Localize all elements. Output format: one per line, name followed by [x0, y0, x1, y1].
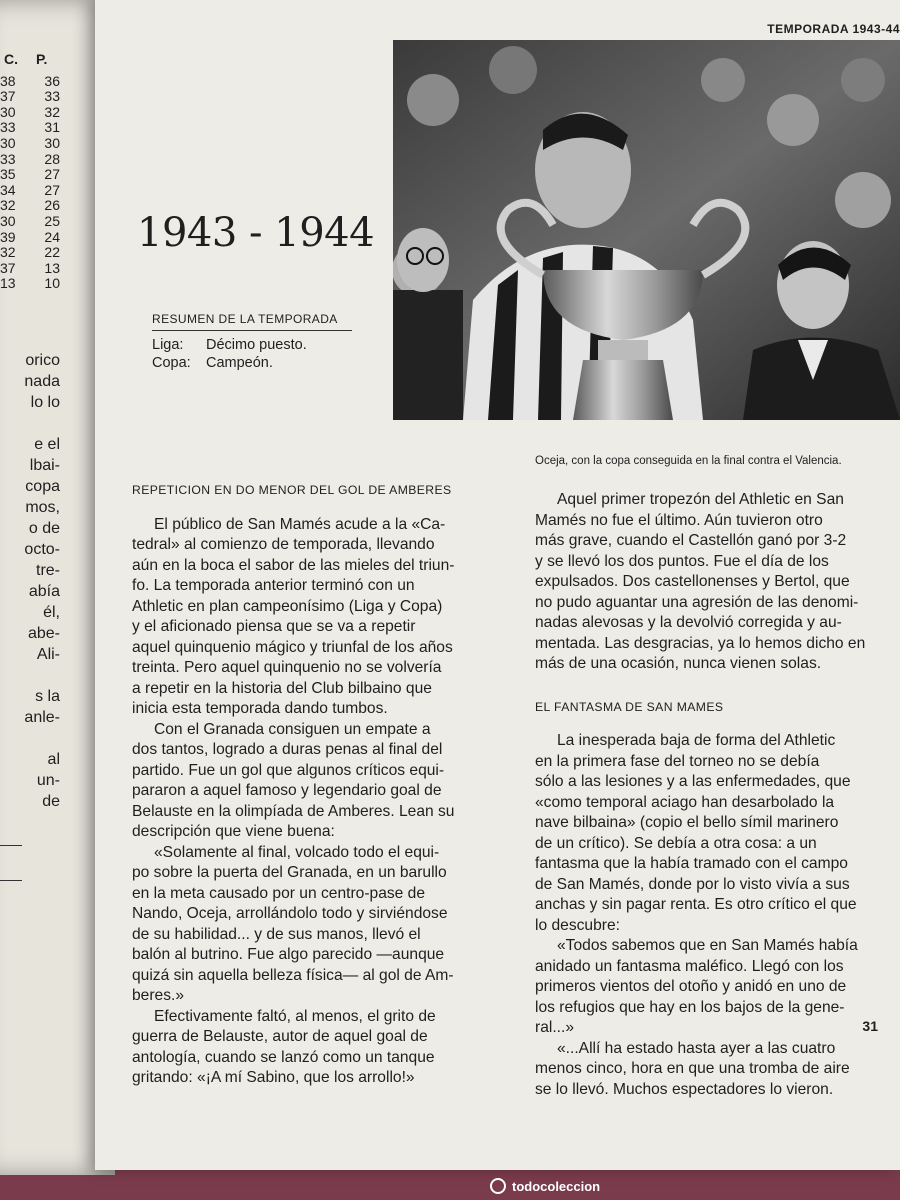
text-line: se lo llevó. Muchos espectadores lo vieron. [535, 1080, 834, 1098]
text-line: y se llevó los dos puntos. Fue el día de los [535, 552, 829, 570]
standings-points: 32 [44, 103, 60, 120]
text-line: anchas y sin pagar renta. Es otro crítico el que [535, 896, 857, 913]
prev-text-line: e el [34, 436, 60, 453]
prev-text-line: lbai- [29, 457, 60, 474]
summary-label: RESUMEN DE LA TEMPORADA [152, 312, 352, 331]
standings-row [0, 136, 60, 152]
text-line: «...Allí ha estado hasta ayer a las cuatro [557, 1039, 836, 1057]
standings-goals-against: 34 [0, 181, 16, 198]
text-line: El público de San Mamés acude a la «Ca- [154, 515, 446, 533]
standings-row [0, 245, 60, 261]
standings-points: 10 [44, 275, 60, 292]
prev-text-line: o de [28, 520, 60, 537]
text-line: gritando: «¡A mí Sabino, que los arrollo!» [132, 1069, 415, 1086]
text-line: guerra de Belauste, autor de aquel goal de [132, 1028, 428, 1045]
standings-row [0, 214, 60, 230]
paragraph [132, 1007, 488, 1089]
standings-points: 33 [44, 88, 60, 105]
text-line: más grave, cuando el Castellón ganó por 3-2 [535, 532, 847, 549]
standings-points: 24 [44, 228, 60, 245]
standings-goals-against: 37 [0, 259, 16, 276]
prev-text-line: lo lo [30, 394, 60, 411]
paragraph [535, 936, 893, 1039]
text-line: anidado un fantasma maléfico. Llegó con los [535, 957, 844, 975]
text-line: en la primera fase del torneo no se debía [535, 752, 820, 770]
article-left-column [132, 480, 488, 1089]
season-summary [152, 312, 352, 371]
standings-points: 27 [44, 166, 60, 183]
text-line: Mamés no fue el último. Aún tuvieron otro [535, 511, 823, 529]
watermark-text: todocoleccion [512, 1178, 601, 1194]
text-line: La inesperada baja de forma del Athletic [557, 732, 836, 749]
text-line: dos tantos, logrado a duras penas al final del [132, 741, 443, 758]
team-trophy-photo [393, 40, 900, 420]
book-page [95, 0, 900, 1170]
liga-value: Décimo puesto. [206, 337, 307, 353]
prev-text-line: de [42, 793, 60, 810]
photo-image [393, 40, 900, 420]
text-line: Con el Granada consiguen un empate a [154, 720, 431, 738]
text-line: ral...» [535, 1019, 574, 1036]
standings-points: 25 [44, 212, 60, 229]
standings-table-fragment [0, 52, 80, 292]
text-line: los refugios que hay en los bajos de la gene- [535, 998, 845, 1016]
page-number: 31 [862, 1018, 878, 1034]
running-title: TEMPORADA 1943-44 [767, 22, 900, 36]
text-line: Nando, Oceja, arrollándolo todo y sirviéndose [132, 905, 448, 922]
standings-points: 28 [44, 150, 60, 167]
standings-goals-against: 30 [0, 134, 16, 151]
globe-icon [490, 1178, 506, 1194]
paragraph [132, 843, 488, 1007]
section-title-amberes: REPETICION EN DO MENOR DEL GOL DE AMBERES [132, 483, 452, 497]
text-line: aún en la boca el sabor de las mieles del triun- [132, 556, 455, 574]
paragraph [535, 731, 893, 936]
standings-goals-against: 33 [0, 150, 16, 167]
text-line: quizá sin aquella belleza física— al gol de Am- [132, 966, 454, 984]
text-line: tedral» al comienzo de temporada, llevando [132, 536, 435, 553]
standings-goals-against: 33 [0, 119, 16, 136]
text-line: menos cinco, hora en que una tromba de aire [535, 1060, 850, 1077]
standings-points: 26 [44, 197, 60, 214]
prev-text-line: mos, [25, 499, 60, 516]
text-line: fantasma que la había tramado con el campo [535, 855, 848, 872]
text-line: Belauste en la olimpíada de Amberes. Lean su [132, 802, 455, 820]
text-line: pararon a aquel famoso y legendario goal de [132, 782, 442, 799]
text-line: de su habilidad... y de sus manos, llevó el [132, 925, 421, 943]
standings-goals-against: 39 [0, 228, 16, 245]
text-line: Athletic en plan campeonísimo (Liga y Copa) [132, 597, 443, 615]
standings-goals-against: 32 [0, 197, 16, 214]
paragraph [132, 720, 488, 843]
standings-header-c: C. [4, 51, 18, 67]
text-line: «Todos sabemos que en San Mamés había [557, 937, 858, 954]
prev-text-line: al [47, 751, 60, 768]
text-line: no pudo aguantar una agresión de las denomi- [535, 593, 859, 611]
prev-text-line: Ali- [36, 646, 60, 663]
text-line: Aquel primer tropezón del Athletic en San [557, 491, 844, 508]
prev-text-line: orico [25, 352, 60, 369]
standings-row [0, 198, 60, 214]
section-title-fantasma: EL FANTASMA DE SAN MAMES [535, 699, 724, 714]
standings-points: 22 [44, 244, 60, 261]
text-line: más de una ocasión, nunca vienen solas. [535, 655, 822, 672]
standings-points: 27 [44, 181, 60, 198]
standings-header-p: P. [36, 51, 48, 67]
text-line: inicia esta temporada dando tumbos. [132, 700, 388, 717]
season-title: 1943 - 1944 [137, 210, 375, 256]
standings-row [0, 152, 60, 168]
standings-points: 30 [44, 134, 60, 151]
watermark [490, 1172, 900, 1200]
text-line: aquel quinquenio mágico y triunfal de los años [132, 638, 453, 656]
prev-text-line: anle- [24, 709, 60, 726]
standings-points: 36 [44, 72, 60, 89]
standings-goals-against: 37 [0, 88, 16, 105]
standings-goals-against: 13 [0, 275, 16, 292]
standings-goals-against: 38 [0, 72, 16, 89]
spacer [535, 675, 893, 697]
standings-row [0, 89, 60, 105]
text-line: lo descubre: [535, 916, 620, 934]
previous-page-text [0, 350, 60, 812]
text-line: treinta. Pero aquel quinquenio no se volvería [132, 659, 442, 676]
prev-text-line: nada [24, 373, 60, 390]
liga-key: Liga: [152, 337, 184, 353]
text-line: fo. La temporada anterior terminó con un [132, 577, 415, 594]
text-line: primeros vientos del otoño y anidó en uno de [535, 978, 847, 995]
standings-goals-against: 30 [0, 103, 16, 120]
text-line: a repetir en la historia del Club bilbaino que [132, 679, 432, 697]
standings-goals-against: 32 [0, 244, 16, 261]
paragraph [535, 490, 893, 675]
standings-row [0, 276, 60, 292]
text-line: po sobre la puerta del Granada, en un barullo [132, 864, 447, 881]
text-line: beres.» [132, 987, 185, 1004]
text-line: en la meta causado por un centro-pase de [132, 884, 426, 902]
prev-text-line: octo- [24, 541, 60, 558]
summary-liga [152, 337, 352, 353]
standings-row [0, 74, 60, 90]
prev-text-line [0, 728, 60, 749]
text-line: «Solamente al final, volcado todo el equi- [154, 843, 440, 861]
text-line: antología, cuando se lanzó como un tanque [132, 1048, 435, 1066]
paragraph [535, 1039, 893, 1101]
text-line: nadas alevosas y la devolvió corregida y au- [535, 614, 842, 631]
standings-goals-against: 35 [0, 166, 16, 183]
standings-row [0, 230, 60, 246]
standings-row [0, 261, 60, 277]
standings-row [0, 105, 60, 121]
prev-text-line [0, 413, 60, 434]
rule-line [0, 845, 22, 846]
prev-text-line: abía [28, 583, 60, 600]
photo-caption: Oceja, con la copa conseguida en la final contra el Valencia. [535, 455, 842, 467]
prev-text-line: él, [43, 604, 60, 621]
text-line: de San Mamés, donde por lo visto vivía a sus [535, 875, 850, 893]
text-line: «como temporal aciago han desarbolado la [535, 793, 835, 811]
standings-row [0, 183, 60, 199]
standings-row [0, 167, 60, 183]
prev-text-line [0, 665, 60, 686]
standings-points: 13 [44, 259, 60, 276]
paragraph [132, 515, 488, 720]
prev-text-line: copa [25, 478, 60, 495]
prev-text-line: abe- [27, 625, 60, 642]
copa-key: Copa: [152, 355, 191, 371]
rule-line [0, 880, 22, 881]
standings-goals-against: 30 [0, 212, 16, 229]
text-line: sólo a las lesiones y a las enfermedades, que [535, 773, 851, 790]
text-line: y el aficionado piensa que se va a repetir [132, 618, 416, 635]
standings-header [0, 52, 80, 68]
text-line: balón al butrino. Fue algo parecido —aunque [132, 946, 445, 963]
prev-text-line: tre- [36, 562, 60, 579]
copa-value: Campeón. [206, 355, 273, 371]
article-right-column [535, 490, 893, 1100]
text-line: partido. Fue un gol que algunos críticos equi- [132, 761, 445, 779]
summary-copa [152, 355, 352, 371]
prev-text-line: un- [36, 772, 60, 789]
text-line: de un crítico). Se debía a otra cosa: a un [535, 834, 817, 852]
text-line: mentada. Las desgracias, ya lo hemos dicho en [535, 634, 866, 652]
prev-text-line: s la [35, 688, 60, 705]
text-line: descripción que viene buena: [132, 823, 335, 840]
text-line: expulsados. Dos castellonenses y Bertol, que [535, 573, 850, 590]
text-line: Efectivamente faltó, al menos, el grito de [154, 1007, 436, 1025]
standings-row [0, 120, 60, 136]
text-line: nave bilbaina» (copio el bello símil marinero [535, 814, 839, 831]
standings-points: 31 [44, 119, 60, 136]
standings-rows [0, 74, 80, 292]
